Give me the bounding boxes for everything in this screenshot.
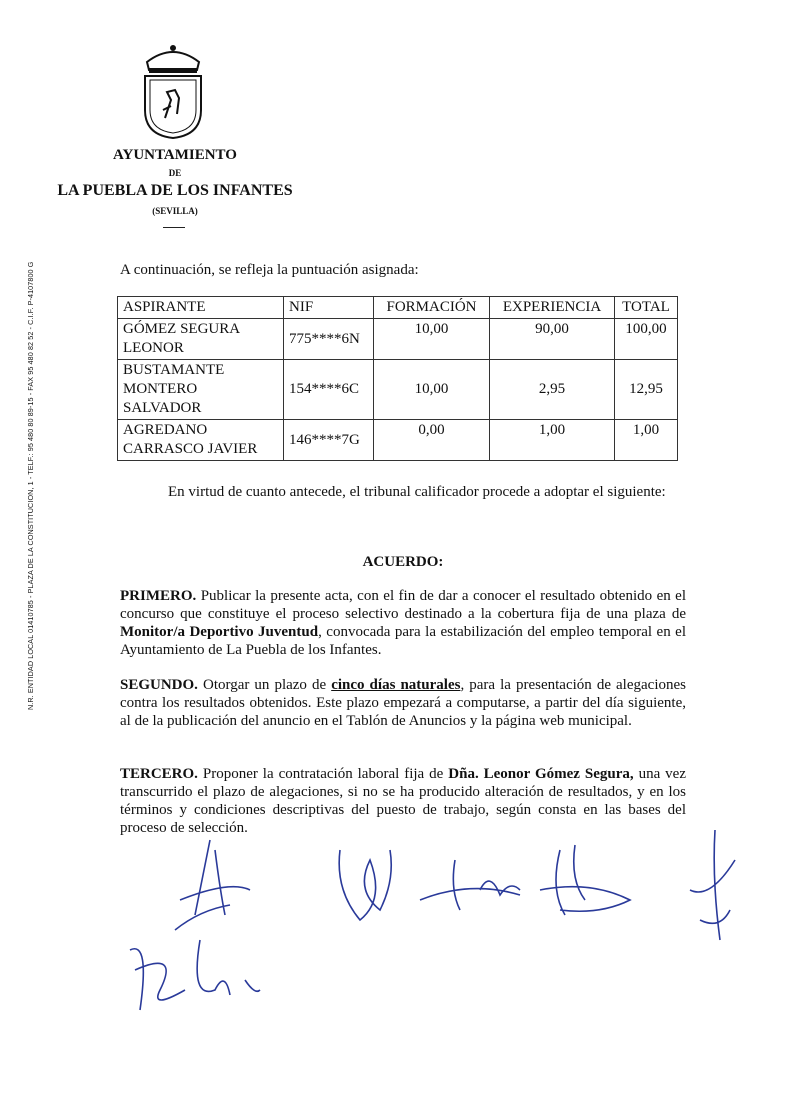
signature-2 (339, 850, 391, 920)
cell-nif: 154****6C (284, 360, 374, 420)
segundo-deadline: cinco días naturales (331, 677, 461, 693)
header-cell: TOTAL (615, 297, 678, 319)
org-name-line3: LA PUEBLA DE LOS INFANTES (57, 182, 293, 199)
side-registry-text: N.R. ENTIDAD LOCAL 01410785 - PLAZA DE LA CONSTITUCION, 1 - TELF.: 95 480 80 89-15 - FAX 95 480 82 52 - C.I.F. P-4107800 G (26, 261, 35, 710)
cell-aspirante: GÓMEZ SEGURA LEONOR (118, 319, 284, 360)
tercero-label: TERCERO. (120, 766, 198, 782)
header-cell: FORMACIÓN (374, 297, 490, 319)
cell-experiencia: 2,95 (490, 360, 615, 420)
signatures (0, 820, 790, 1080)
signature-3 (420, 860, 520, 910)
table-row (118, 319, 678, 360)
primero-position: Monitor/a Deportivo Juventud (120, 624, 319, 640)
table-row (118, 360, 678, 420)
cell-nif: 775****6N (284, 319, 374, 360)
acuerdo-title: ACUERDO: (362, 554, 444, 570)
cell-total: 12,95 (615, 360, 678, 420)
municipal-seal-icon (137, 40, 209, 140)
header-cell: EXPERIENCIA (490, 297, 615, 319)
header-cell: NIF (284, 297, 374, 319)
cell-total: 100,00 (615, 319, 678, 360)
signature-5 (690, 830, 735, 940)
segundo-text-end: , para la presentación de alegaciones contra los resultados obtenidos. Este plazo empezará a computarse, a partir del día siguiente, al de la publicación del anuncio en el Tablón de Anuncios y la página web municipal. (120, 677, 686, 729)
tercero-text-end: una vez transcurrido el plazo de alegaciones, si no se ha producido alteración de resultados, y en los términos y condiciones descriptivas del puesto de trabajo, según consta en las bases del proceso de selección. (120, 766, 686, 836)
intro-text: A continuación, se refleja la puntuación asignada: (120, 262, 419, 278)
primero-text-end: , convocada para la estabilización del empleo temporal en el Ayuntamiento de La Puebla de los Infantes. (120, 624, 686, 658)
org-name-line2: DE (168, 168, 182, 178)
primero-text: Publicar la presente acta, con el fin de dar a conocer el resultado obtenido en el concurso que constituye el proceso selectivo destinado a la cobertura fija de una plaza de (120, 588, 686, 622)
tercero-candidate: Dña. Leonor Gómez Segura, (448, 766, 634, 782)
cell-formacion: 10,00 (374, 360, 490, 420)
virtud-paragraph: En virtud de cuanto antecede, el tribunal calificador procede a adoptar el siguiente: (168, 484, 666, 500)
primero-label: PRIMERO. (120, 588, 197, 604)
header-cell: ASPIRANTE (118, 297, 284, 319)
cell-experiencia: 90,00 (490, 319, 615, 360)
org-province: (SEVILLA) (152, 206, 198, 216)
tercero-text: Proponer la contratación laboral fija de (197, 766, 449, 782)
cell-total: 1,00 (615, 420, 678, 461)
signature-1 (175, 840, 250, 930)
signature-6 (130, 940, 260, 1010)
cell-aspirante: BUSTAMANTE MONTERO SALVADOR (118, 360, 284, 420)
cell-aspirante: AGREDANO CARRASCO JAVIER (118, 420, 284, 461)
segundo-paragraph (120, 676, 686, 730)
cell-formacion: 10,00 (374, 319, 490, 360)
scores-table (117, 296, 678, 461)
signature-4 (540, 845, 630, 915)
cell-nif: 146****7G (284, 420, 374, 461)
header-divider (163, 227, 185, 228)
primero-paragraph (120, 587, 686, 659)
segundo-label: SEGUNDO. (120, 677, 198, 693)
segundo-text: Otorgar un plazo de (197, 677, 332, 693)
cell-experiencia: 1,00 (490, 420, 615, 461)
table-header-row (118, 297, 678, 319)
cell-formacion: 0,00 (374, 420, 490, 461)
org-name-line1: AYUNTAMIENTO (113, 147, 237, 163)
table-row (118, 420, 678, 461)
